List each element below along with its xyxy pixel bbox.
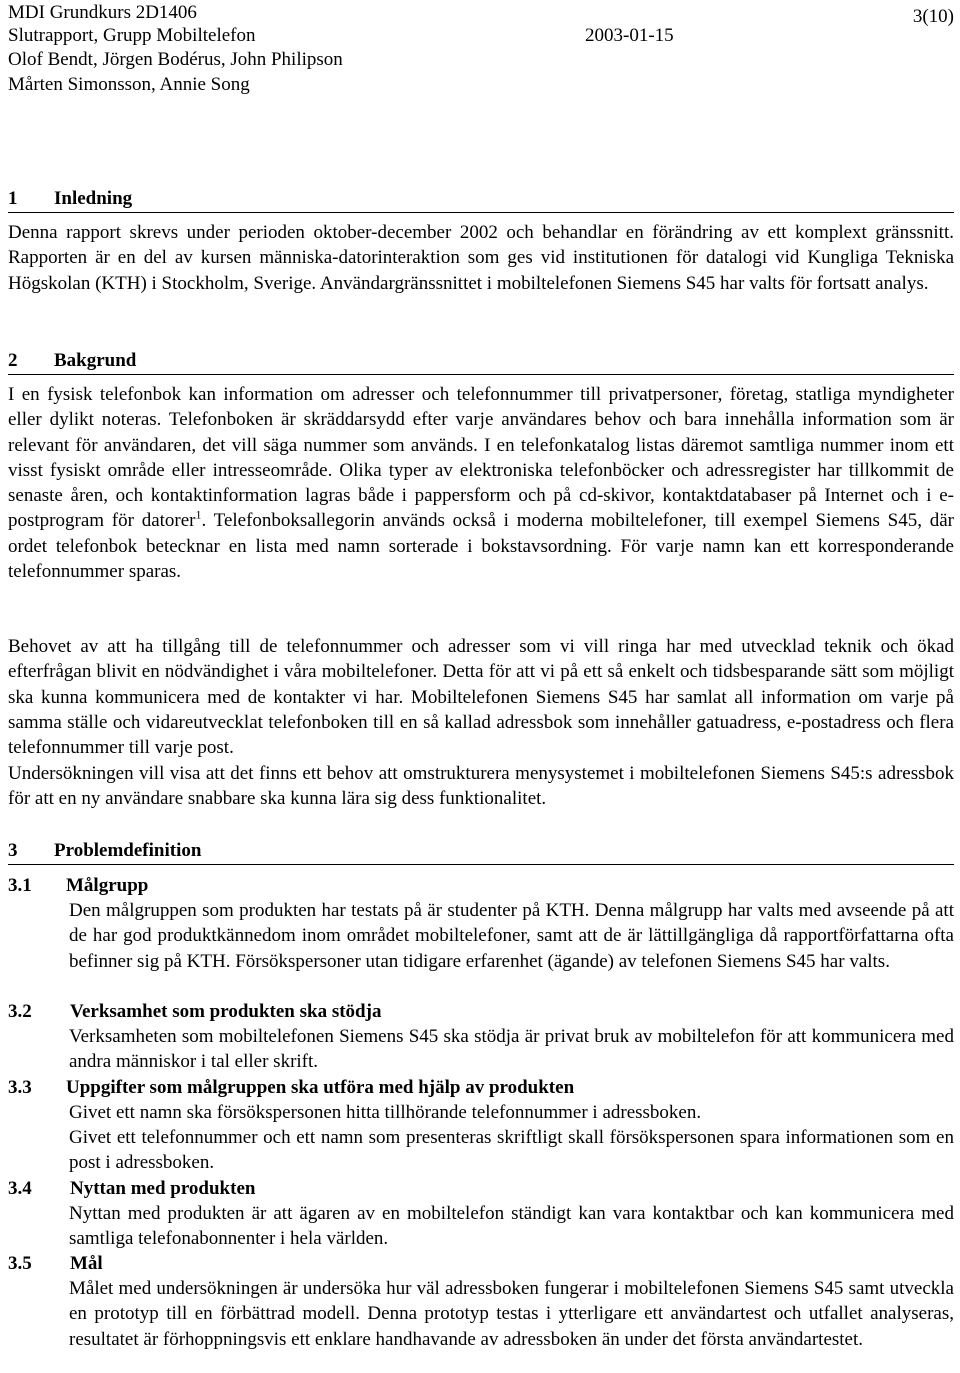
- section-number: 1: [8, 188, 18, 209]
- subsection-number: 3.5: [8, 1253, 32, 1274]
- subsection-number: 3.1: [8, 875, 32, 896]
- course-title: MDI Grundkurs 2D1406: [8, 2, 197, 23]
- footnote-ref[interactable]: 1: [195, 508, 202, 523]
- section-2-paragraph-1: [8, 382, 954, 584]
- subsection-number: 3.3: [8, 1077, 32, 1098]
- subsection-3-3-text-2: Givet ett telefonnummer och ett namn som presenteras skriftligt skall försökspersonen spara informationen som en post i adressboken.: [69, 1127, 954, 1174]
- subsection-title: Målgrupp: [66, 875, 149, 896]
- subsection-heading-3-1: [8, 873, 148, 898]
- section-title: Inledning: [54, 188, 133, 209]
- subsection-title: Uppgifter som målgruppen ska utföra med hjälp av produkten: [66, 1077, 575, 1098]
- report-date: 2003-01-15: [585, 25, 674, 46]
- subsection-heading-3-3: [8, 1075, 574, 1100]
- subsection-heading-3-4: [8, 1176, 255, 1201]
- subsection-number: 3.2: [8, 1001, 32, 1022]
- subsection-heading-3-2: [8, 999, 381, 1024]
- subsection-title: Verksamhet som produkten ska stödja: [70, 1001, 382, 1022]
- section-1-paragraph: Denna rapport skrevs under perioden oktober-december 2002 och behandlar en förändring av ett komplext gränssnitt. Rapporten är en del av kursen människa-datorinteraktion som ges vid institutionen för datalogi vid Kungliga Tekniska Högskolan (KTH) i Stockholm, Sverige. Användargränssnittet i mobiltelefonen Siemens S45 har valts för fortsatt analys.: [8, 222, 954, 294]
- authors-line-2: Mårten Simonsson, Annie Song: [8, 74, 250, 95]
- page-number: 3(10): [912, 6, 954, 27]
- subsection-3-4-text: Nyttan med produkten är att ägaren av en mobiltelefon ständigt kan vara kontaktbar och kan kommunicera med samtliga telefonabonnenter i hela världen.: [69, 1203, 954, 1250]
- paragraph-text-cont: . Telefonboksallegorin används också i moderna mobiltelefoner, till exempel Siemens S45, där ordet telefonbok betecknar en lista med namn sorterade i bokstavsordning. För varje namn kan ett korresponderande telefonnummer sparas.: [8, 510, 954, 583]
- report-title: Slutrapport, Grupp Mobiltelefon: [8, 25, 256, 46]
- page-header: [8, 0, 954, 100]
- section-title: Bakgrund: [54, 350, 137, 371]
- subsection-number: 3.4: [8, 1178, 32, 1199]
- section-title: Problemdefinition: [54, 840, 202, 861]
- section-2-paragraph-2: Behovet av att ha tillgång till de telefonnummer och adresser som vi vill ringa har med utvecklad teknik och ökad efterfrågan blivit en nödvändighet i våra mobiltelefoner. Detta för att vi på ett så enkelt och tidsbesparande sätt som möjligt ska kunna kommunicera med de kontakter vi har. Mobiltelefonen Siemens S45 har samlat all information om varje på samma ställe och vidareutvecklat telefonboken till en så kallad adressbok som innehåller gatuadress, e-postadress och flera telefonnummer till varje post.: [8, 636, 954, 759]
- subsection-3-1-text: Den målgruppen som produkten har testats på är studenter på KTH. Denna målgrupp har valts med avseende på att de har god produktkännedom inom området mobiltelefoner, samt att de är lättillgängliga då rapportförfattarna ofta befinner sig på KTH. Försökspersoner utan tidigare erfarenhet (ägande) av telefonen Siemens S45 har valts.: [69, 900, 954, 972]
- section-heading-3: [8, 838, 954, 865]
- subsection-3-5-text: Målet med undersökningen är undersöka hur väl adressboken fungerar i mobiltelefonen Siemens S45 samt utveckla en prototyp till en förbättrad modell. Denna prototyp testas i ytterligare ett användartest och utfallet analyseras, resultatet är förhoppningsvis ett enklare handhavande av adressboken än under det första användartestet.: [69, 1278, 954, 1350]
- section-number: 3: [8, 840, 18, 861]
- subsection-title: Nyttan med produkten: [70, 1178, 256, 1199]
- authors-line-1: Olof Bendt, Jörgen Bodérus, John Philipson: [8, 49, 343, 70]
- subsection-heading-3-5: [8, 1251, 103, 1276]
- subsection-title: Mål: [70, 1253, 103, 1274]
- subsection-3-2-text: Verksamheten som mobiltelefonen Siemens S45 ska stödja är privat bruk av mobiltelefon för att kommunicera med andra människor i tal eller skrift.: [69, 1026, 954, 1073]
- paragraph-text: I en fysisk telefonbok kan information om adresser och telefonnummer till privatpersoner, företag, statliga myndigheter eller dylikt noteras. Telefonboken är skräddarsydd efter varje användares behov och bara innehålla information som är relevant för användaren, det vill säga nummer som används. I en telefonkatalog listas däremot samtliga nummer inom ett visst fysiskt område eller intresseområde. Olika typer av elektroniska telefonböcker och adressregister har tillkommit de senaste åren, och kontaktinformation lagras både i pappersform och på cd-skivor, kontaktdatabaser på Internet och i e-postprogram för datorer: [8, 384, 954, 532]
- section-heading-2: [8, 348, 954, 375]
- section-heading-1: [8, 186, 954, 213]
- section-2-paragraph-3: Undersökningen vill visa att det finns ett behov att omstrukturera menysystemet i mobiltelefonen Siemens S45:s adressbok för att en ny användare snabbare ska kunna lära sig dess funktionalitet.: [8, 763, 954, 810]
- subsection-3-3-text-1: Givet ett namn ska försökspersonen hitta tillhörande telefonnummer i adressboken.: [69, 1102, 702, 1123]
- section-number: 2: [8, 350, 18, 371]
